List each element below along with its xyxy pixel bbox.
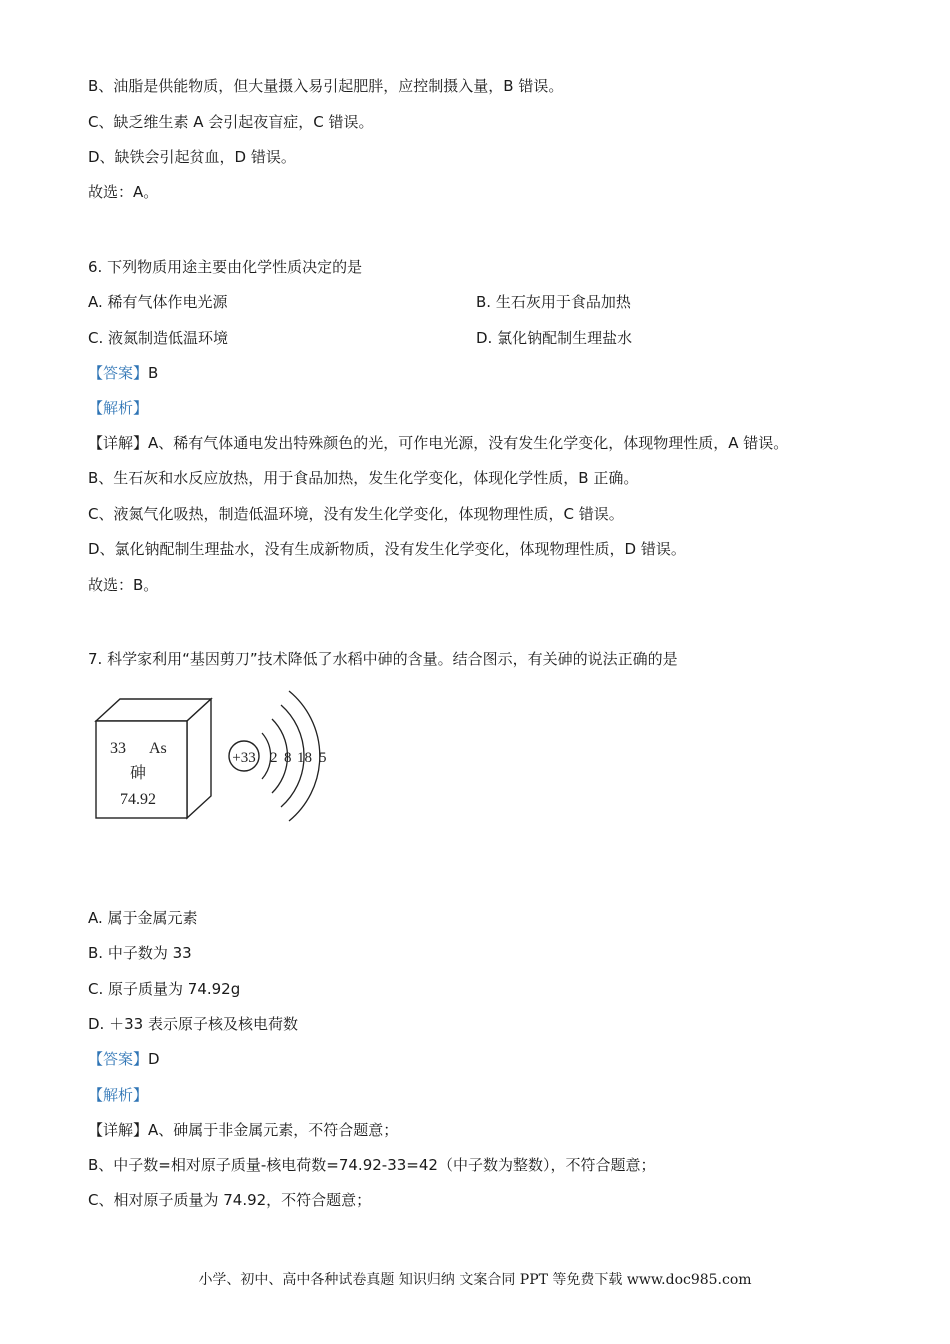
q7-detail-a <box>88 1119 398 1141</box>
shell-2-electrons: 8 <box>284 750 292 766</box>
answer-value: D <box>148 1050 160 1068</box>
shell-1-electrons: 2 <box>270 750 278 766</box>
detail-tag: 【详解】 <box>88 1121 149 1139</box>
shell-3-electrons: 18 <box>297 750 312 766</box>
atomic-number: 33 <box>110 740 126 757</box>
element-name: 砷 <box>130 765 147 782</box>
q6-detail-a <box>88 432 788 454</box>
q6-detail-b: B、生石灰和水反应放热，用于食品加热，发生化学变化，体现化学性质，B 正确。 <box>88 469 639 487</box>
explanation-line-c: C、缺乏维生素 A 会引起夜盲症，C 错误。 <box>88 113 374 131</box>
q7-option-a: A. 属于金属元素 <box>88 909 198 927</box>
explanation-line-d: D、缺铁会引起贫血，D 错误。 <box>88 148 296 166</box>
answer-value: B <box>148 364 159 382</box>
q6-option-a: A. 稀有气体作电光源 <box>88 293 228 311</box>
explanation-conclusion: 故选：A。 <box>88 183 159 201</box>
q7-detail-b: B、中子数=相对原子质量-核电荷数=74.92-33=42（中子数为整数），不符合题意； <box>88 1156 656 1174</box>
q7-answer <box>88 1048 160 1070</box>
q6-option-c: C. 液氮制造低温环境 <box>88 329 229 347</box>
detail-text: A、砷属于非金属元素，不符合题意； <box>148 1121 399 1139</box>
arsenic-figure <box>88 682 338 832</box>
q6-detail-d: D、氯化钠配制生理盐水，没有生成新物质，没有发生化学变化，体现物理性质，D 错误。 <box>88 540 686 558</box>
q6-detail-c: C、液氮气化吸热，制造低温环境，没有发生化学变化，体现物理性质，C 错误。 <box>88 505 624 523</box>
q6-conclusion: 故选：B。 <box>88 576 159 594</box>
q7-stem: 7. 科学家利用“基因剪刀”技术降低了水稻中砷的含量。结合图示，有关砷的说法正确的是 <box>88 650 678 668</box>
q6-analysis-tag: 【解析】 <box>88 399 149 417</box>
explanation-line-b: B、油脂是供能物质，但大量摄入易引起肥胖，应控制摄入量，B 错误。 <box>88 77 564 95</box>
page-footer: 小学、初中、高中各种试卷真题 知识归纳 文案合同 PPT 等免费下载 www.doc985.com <box>198 1272 752 1288</box>
nuclear-charge: +33 <box>232 750 256 766</box>
detail-text: A、稀有气体通电发出特殊颜色的光，可作电光源，没有发生化学变化，体现物理性质，A 错误。 <box>148 434 789 452</box>
q7-option-c: C. 原子质量为 74.92g <box>88 980 241 998</box>
q6-option-d: D. 氯化钠配制生理盐水 <box>476 329 633 347</box>
detail-tag: 【详解】 <box>88 434 149 452</box>
answer-tag: 【答案】 <box>88 364 149 382</box>
q7-analysis-tag: 【解析】 <box>88 1086 149 1104</box>
atomic-mass: 74.92 <box>120 791 156 808</box>
q7-option-d: D. ＋33 表示原子核及核电荷数 <box>88 1015 298 1033</box>
element-symbol: As <box>149 740 167 757</box>
q6-option-b: B. 生石灰用于食品加热 <box>476 293 631 311</box>
shell-4-electrons: 5 <box>319 750 327 766</box>
answer-tag: 【答案】 <box>88 1050 149 1068</box>
q6-answer <box>88 362 158 384</box>
q7-detail-c: C、相对原子质量为 74.92，不符合题意； <box>88 1191 372 1209</box>
q7-option-b: B. 中子数为 33 <box>88 944 192 962</box>
q6-stem: 6. 下列物质用途主要由化学性质决定的是 <box>88 258 363 276</box>
